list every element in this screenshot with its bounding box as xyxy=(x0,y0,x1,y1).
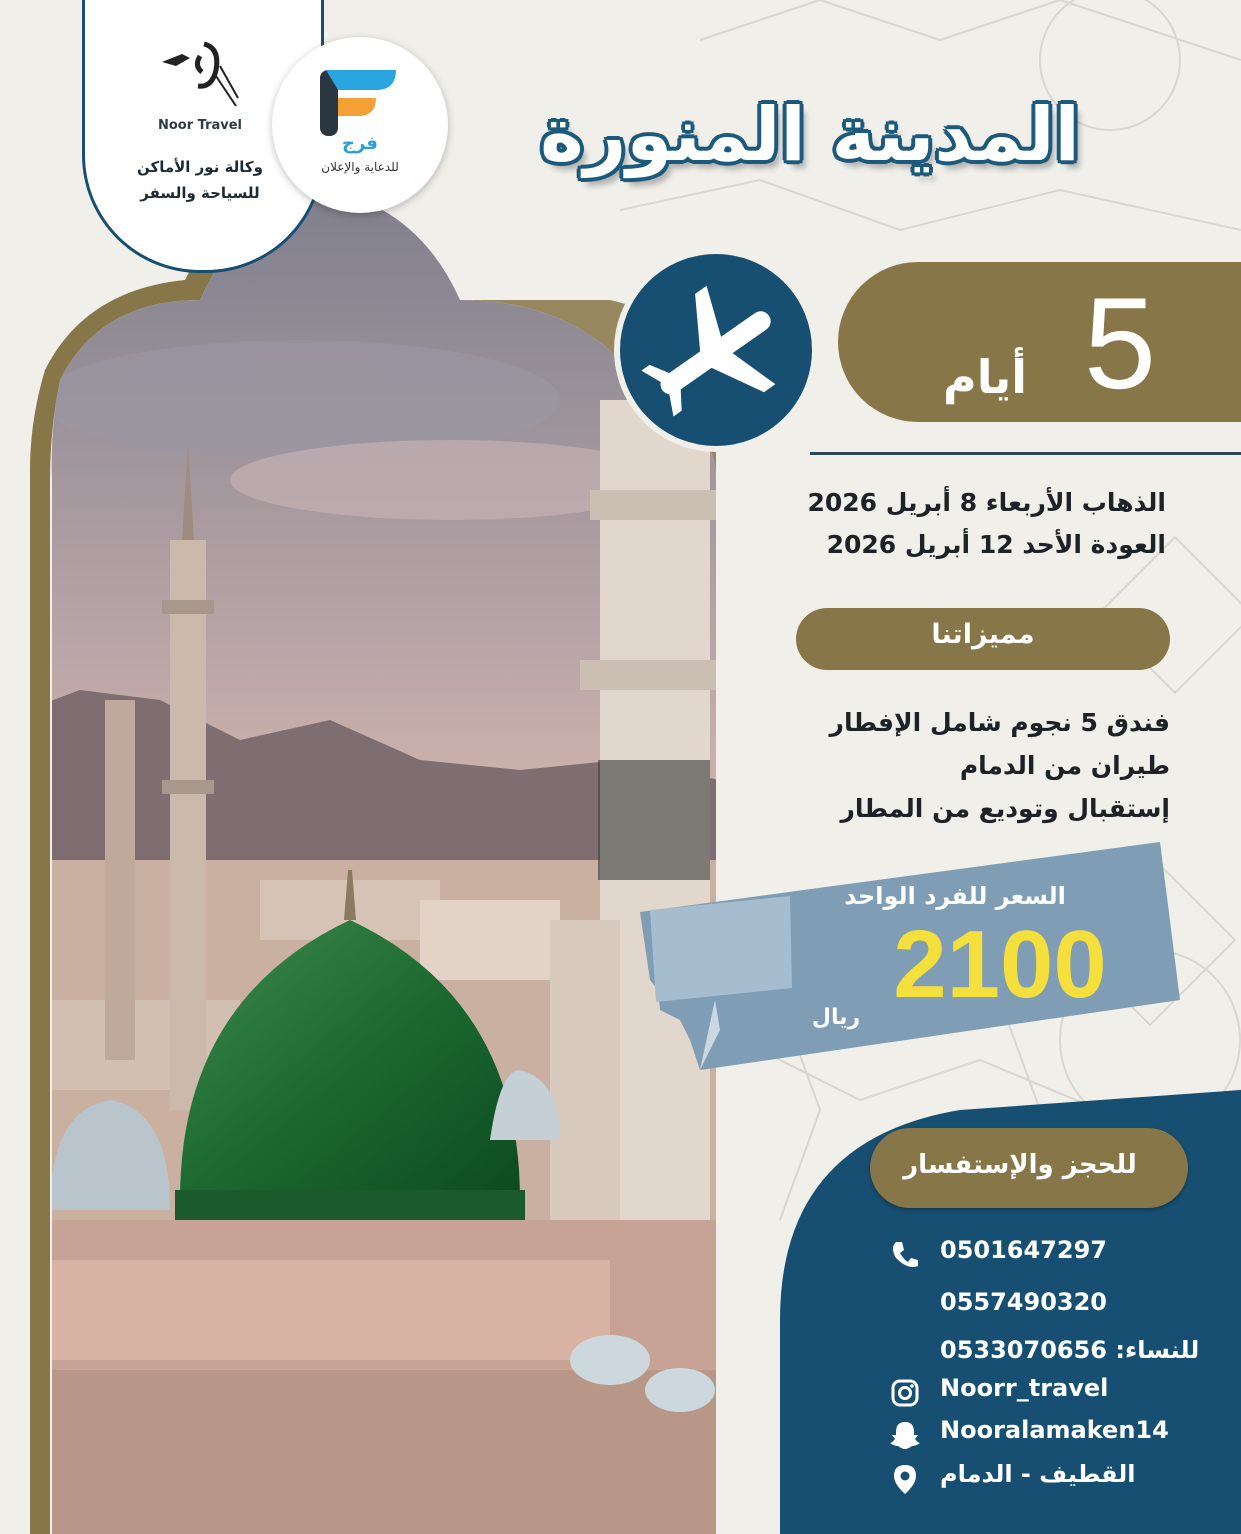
feature-item: فندق 5 نجوم شامل الإفطار xyxy=(829,708,1170,737)
page-title: المدينة المنورة xyxy=(540,92,1080,178)
agency-logo-line2: للسياحة والسفر xyxy=(140,184,260,202)
feature-item: إستقبال وتوديع من المطار xyxy=(840,794,1170,823)
features-title: مميزاتنا xyxy=(931,619,1035,650)
women-phone-row xyxy=(880,1336,1210,1376)
instagram-row xyxy=(880,1374,1210,1414)
booking-title: للحجز والإستفسار xyxy=(903,1150,1137,1180)
location-text: القطيف - الدمام xyxy=(940,1460,1136,1488)
snapchat-handle[interactable]: Nooralamaken14 xyxy=(940,1416,1169,1444)
snapchat-icon xyxy=(888,1418,922,1452)
price-currency: ريال xyxy=(811,1005,861,1030)
duration-number: 5 xyxy=(1083,270,1157,416)
instagram-icon xyxy=(888,1376,922,1410)
duration-unit: أيام xyxy=(942,350,1028,404)
departure-date: الذهاب الأربعاء 8 أبريل 2026 xyxy=(807,488,1166,517)
phone-icon xyxy=(888,1238,922,1272)
phone-row-1 xyxy=(880,1236,1210,1276)
women-phone-number[interactable]: للنساء: 0533070656 xyxy=(940,1336,1200,1364)
phone-number[interactable]: 0557490320 xyxy=(940,1288,1107,1316)
feature-item: طيران من الدمام xyxy=(959,751,1170,780)
price-amount: 2100 xyxy=(893,911,1107,1018)
instagram-handle[interactable]: Noorr_travel xyxy=(940,1374,1109,1402)
location-row xyxy=(880,1460,1210,1500)
snapchat-row xyxy=(880,1416,1210,1456)
agency-logo-line1: وكالة نور الأماكن xyxy=(137,158,263,176)
return-date: العودة الأحد 12 أبريل 2026 xyxy=(826,530,1166,559)
phone-number[interactable]: 0501647297 xyxy=(940,1236,1107,1264)
agency-logo-name: Noor Travel xyxy=(157,118,243,133)
phone-row-2 xyxy=(880,1288,1210,1328)
sponsor-logo-name: فرج xyxy=(342,133,378,154)
sponsor-logo-tagline: للدعاية والإعلان xyxy=(321,160,399,174)
location-pin-icon xyxy=(888,1462,922,1496)
price-label: السعر للفرد الواحد xyxy=(844,882,1066,910)
